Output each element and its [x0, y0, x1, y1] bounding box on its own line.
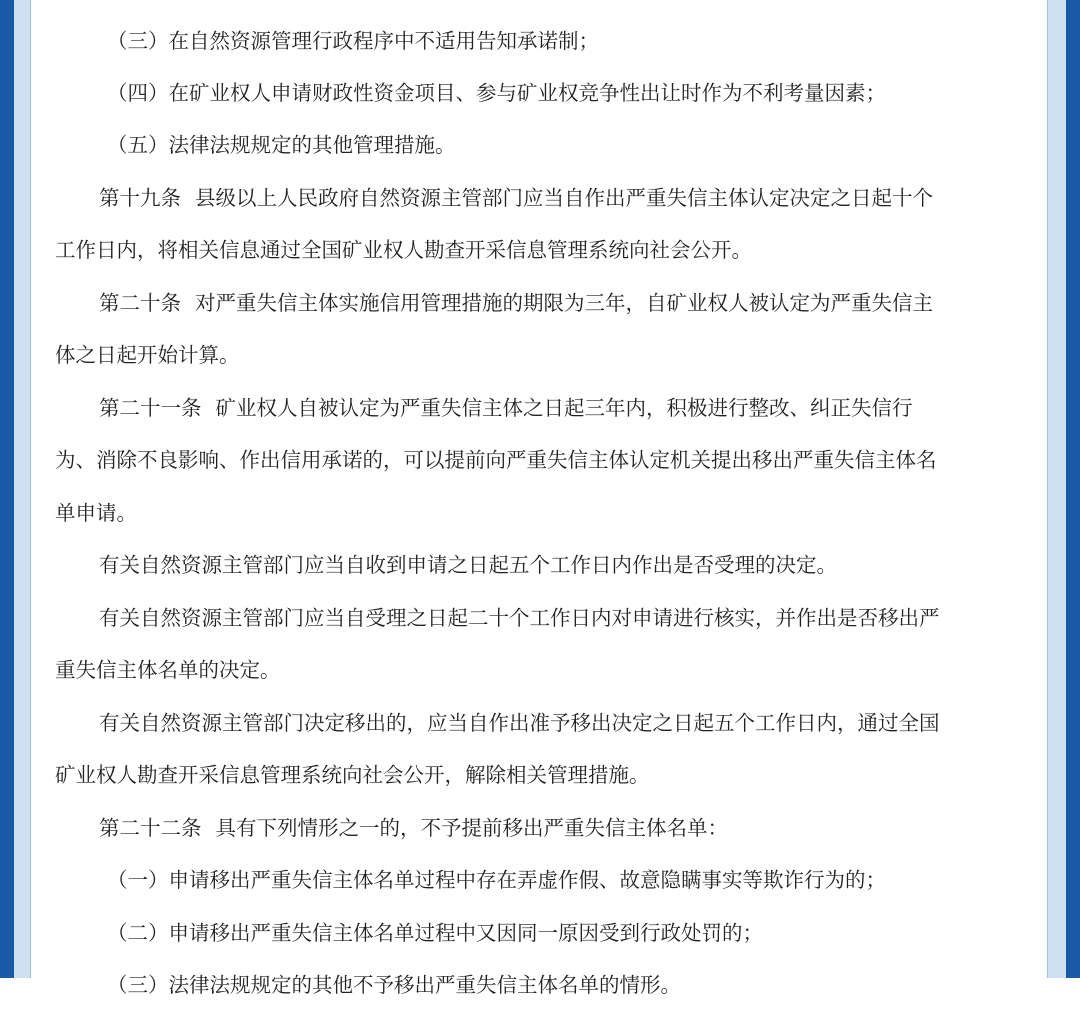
paragraph-line: 有关自然资源主管部门决定移出的，应当自作出准予移出决定之日起五个工作日内，通过全国 — [99, 711, 940, 735]
paragraph-line: 对严重失信主体实施信用管理措施的期限为三年，自矿业权人被认定为严重失信主 — [195, 291, 933, 315]
paragraph-line: （三）法律法规规定的其他不予移出严重失信主体名单的情形。 — [107, 973, 681, 997]
list-item — [107, 119, 1077, 172]
paragraph-continuation — [55, 329, 1025, 382]
paragraph-line: （五）法律法规规定的其他管理措施。 — [107, 133, 456, 157]
article-paragraph — [99, 172, 1069, 225]
paragraph-continuation — [55, 644, 1025, 697]
paragraph-line: （一）申请移出严重失信主体名单过程中存在弄虚作假、故意隐瞒事实等欺诈行为的； — [107, 868, 886, 892]
paragraph-line: （二）申请移出严重失信主体名单过程中又因同一原因受到行政处罚的； — [107, 921, 763, 945]
article-number: 第十九条 — [99, 186, 181, 210]
body-paragraph — [99, 539, 1069, 592]
list-item — [107, 959, 1077, 1012]
paragraph-line: 矿业权人自被认定为严重失信主体之日起三年内，积极进行整改、纠正失信行 — [215, 396, 913, 420]
paragraph-line: （四）在矿业权人申请财政性资金项目、参与矿业权竞争性出让时作为不利考量因素； — [107, 81, 886, 105]
paragraph-line: 体之日起开始计算。 — [55, 343, 240, 367]
paragraph-line: 具有下列情形之一的，不予提前移出严重失信主体名单： — [215, 816, 728, 840]
article-paragraph — [99, 802, 1069, 855]
paragraph-line: 单申请。 — [55, 501, 137, 525]
paragraph-continuation — [55, 224, 1025, 277]
paragraph-line: 县级以上人民政府自然资源主管部门应当自作出严重失信主体认定决定之日起十个 — [195, 186, 933, 210]
article-number: 第二十一条 — [99, 396, 202, 420]
article-paragraph — [99, 382, 1069, 435]
paragraph-line: 有关自然资源主管部门应当自收到申请之日起五个工作日内作出是否受理的决定。 — [99, 553, 837, 577]
body-paragraph — [99, 697, 1069, 750]
list-item — [107, 907, 1077, 960]
article-number: 第二十二条 — [99, 816, 202, 840]
list-item — [107, 67, 1077, 120]
paragraph-line: 有关自然资源主管部门应当自受理之日起二十个工作日内对申请进行核实，并作出是否移出严 — [99, 606, 940, 630]
document-body — [30, 0, 1048, 997]
paragraph-line: 工作日内，将相关信息通过全国矿业权人勘查开采信息管理系统向社会公开。 — [55, 238, 752, 262]
list-item — [107, 15, 1077, 68]
body-paragraph — [99, 592, 1069, 645]
paragraph-line: 为、消除不良影响、作出信用承诺的，可以提前向严重失信主体认定机关提出移出严重失信主体名 — [55, 448, 937, 472]
paragraph-continuation — [55, 487, 1025, 540]
list-item — [107, 854, 1077, 907]
paragraph-line: （三）在自然资源管理行政程序中不适用告知承诺制； — [107, 29, 599, 53]
paragraph-continuation — [55, 434, 1025, 487]
paragraph-continuation — [55, 749, 1025, 802]
article-paragraph — [99, 277, 1069, 330]
paragraph-line: 重失信主体名单的决定。 — [55, 658, 281, 682]
paragraph-line: 矿业权人勘查开采信息管理系统向社会公开，解除相关管理措施。 — [55, 763, 650, 787]
article-number: 第二十条 — [99, 291, 181, 315]
